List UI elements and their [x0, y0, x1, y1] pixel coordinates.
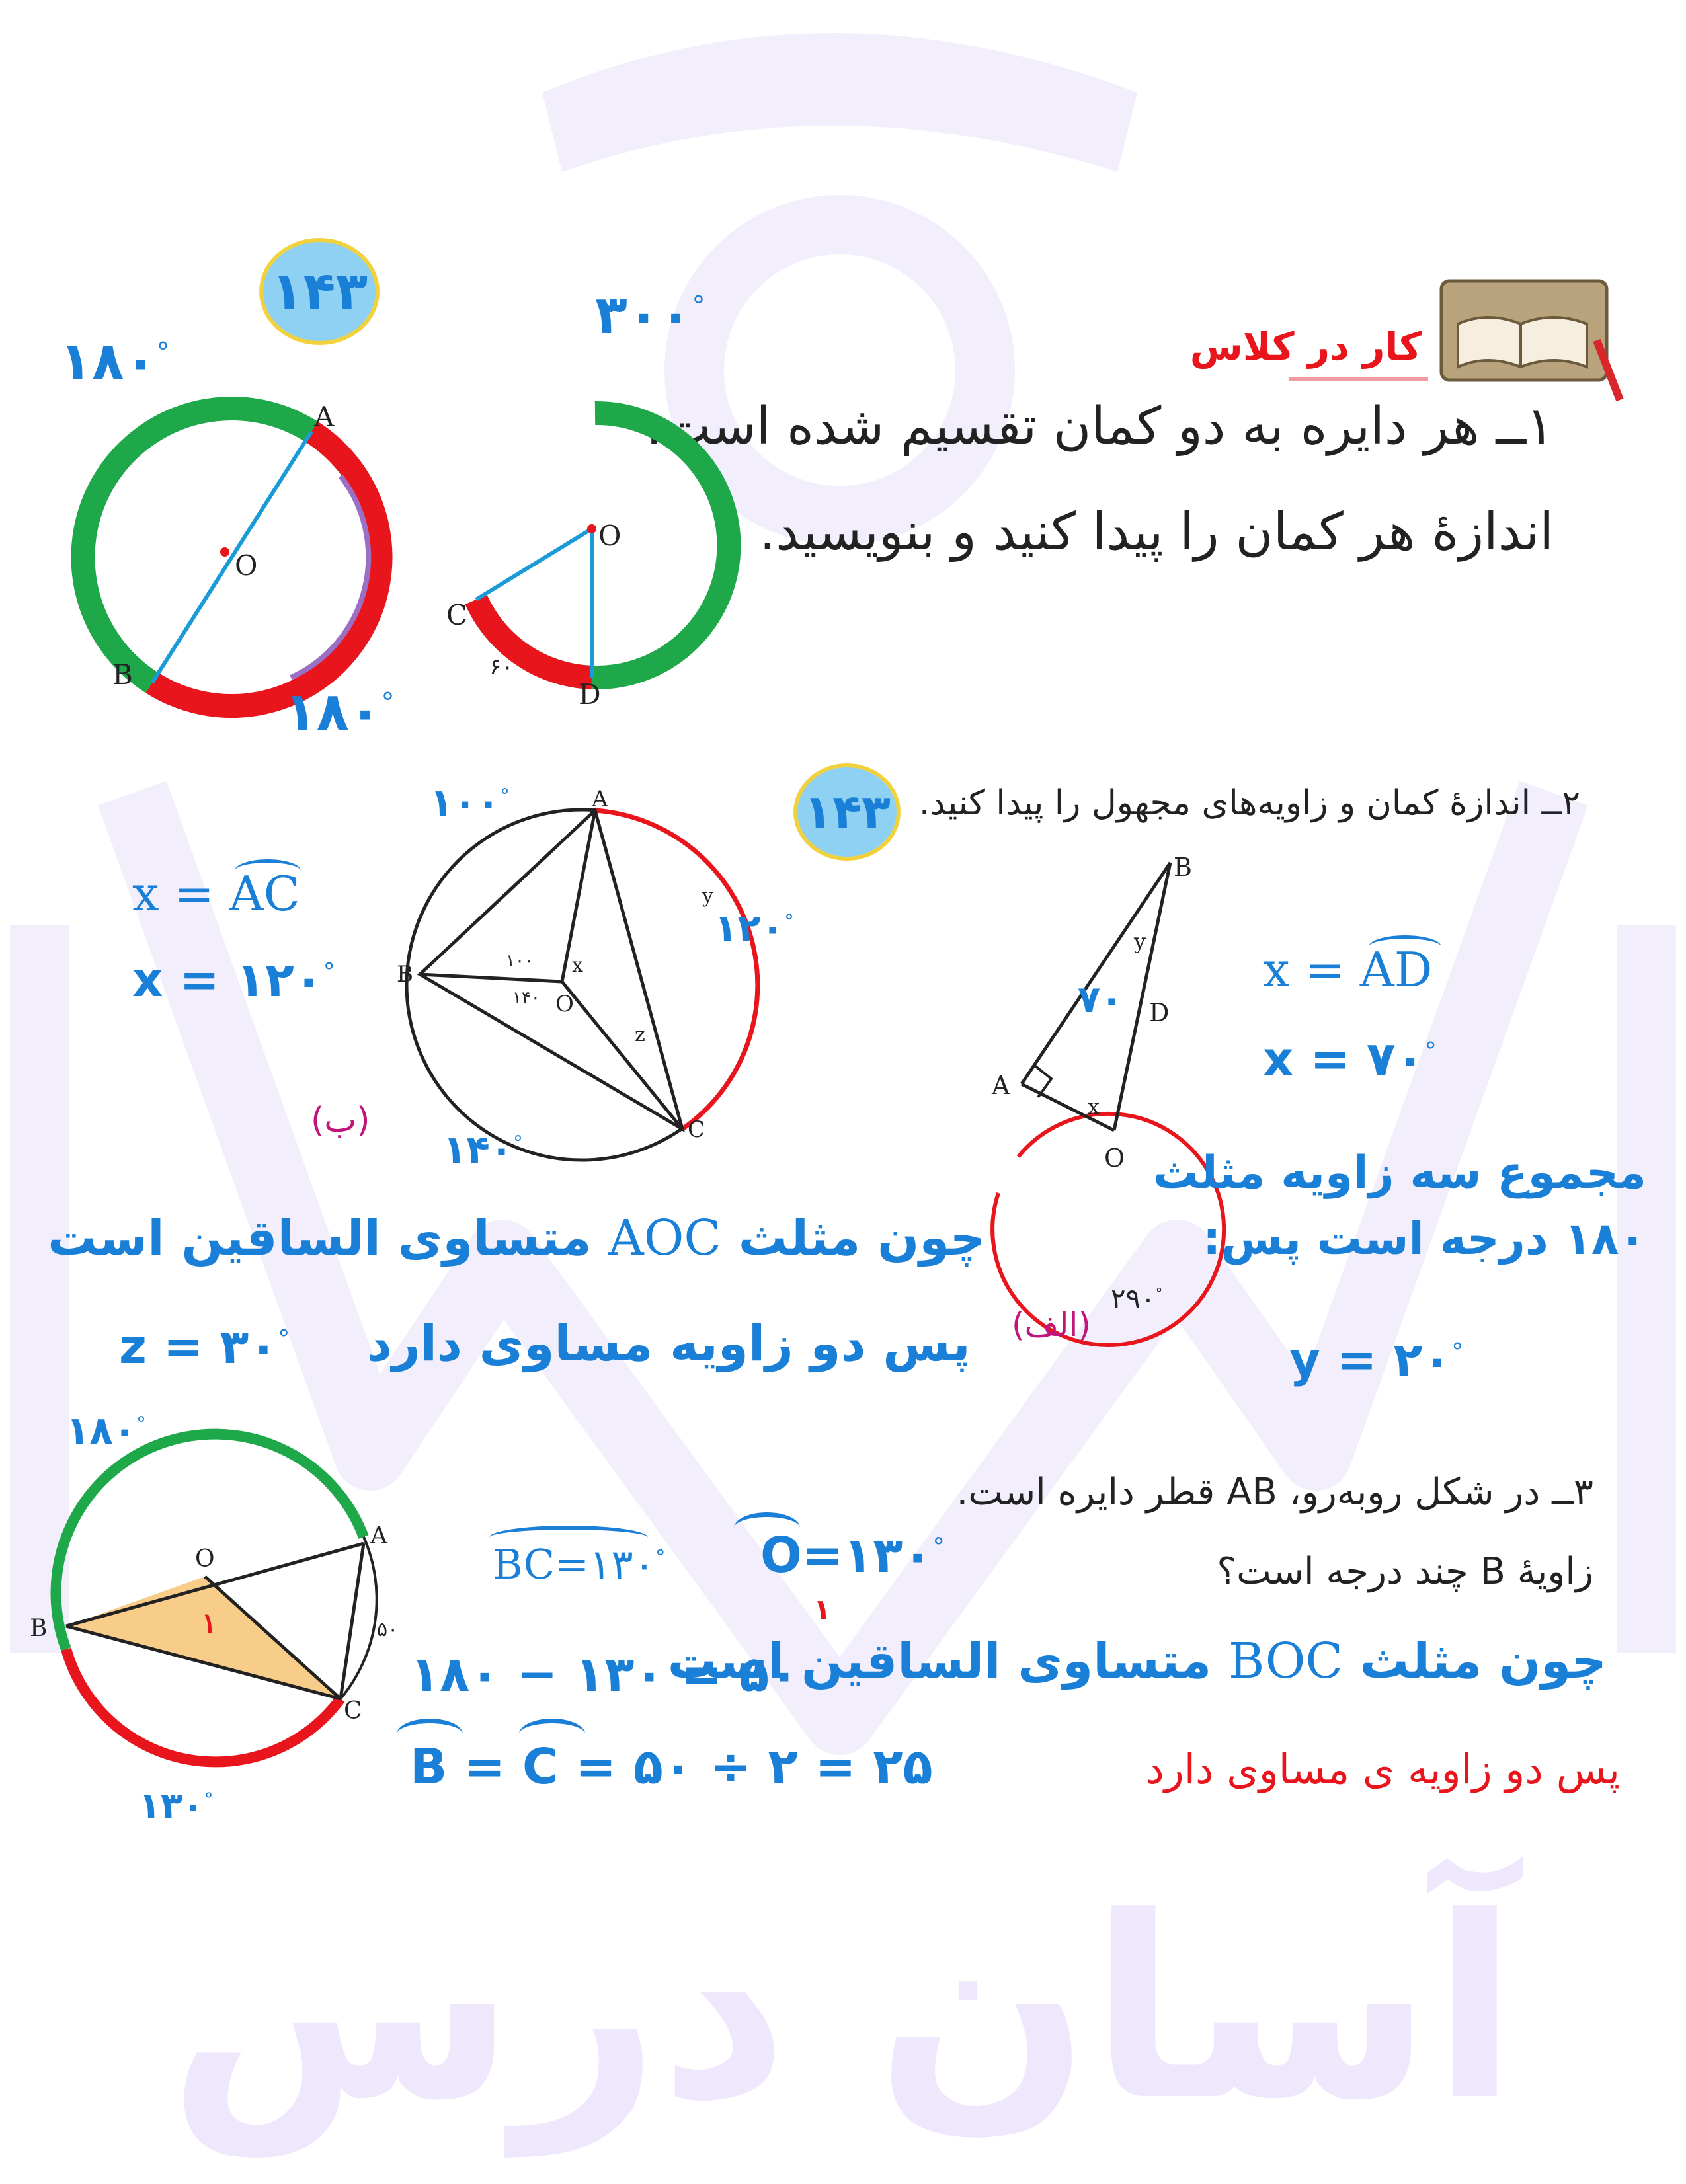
note-a: چون مثلث — [1359, 1633, 1607, 1690]
q1-right-label-o: O — [598, 520, 622, 552]
q3-calc1: ۱۸۰ − ۱۳۰ = ۵۰ — [410, 1646, 799, 1703]
q1-left-label-b: B — [112, 658, 133, 691]
value: y = ۲۰ — [1289, 1332, 1452, 1387]
q3-note2: پس دو زاویه ی مساوی دارد — [1146, 1745, 1620, 1793]
fig-b-note2: پس دو زاویه مساوی دارد — [367, 1315, 971, 1372]
fig-b-note1 — [48, 1210, 985, 1267]
value: ۱۰۰ — [430, 780, 501, 825]
value: z = ۳۰ — [119, 1319, 278, 1374]
badge-number: ۱۴۳ — [270, 260, 368, 322]
fig-a-answer-x2: x = ۷۰° — [1263, 1031, 1437, 1087]
fig-b-angle-140: ۱۴۰ — [512, 988, 540, 1008]
badge-143-middle — [793, 763, 901, 861]
fig-a-label-x: x — [1088, 1094, 1100, 1119]
q3-prompt1: ۳ــ در شکل روبه‌رو، AB قطر دایره است. — [956, 1471, 1593, 1514]
value: ۱۲۰ — [714, 906, 785, 951]
value: ۱۳۰ — [139, 1785, 204, 1826]
note-a: چون مثلث — [738, 1210, 985, 1267]
fig-b-top-value: ۱۰۰° — [430, 780, 510, 825]
fig-a-answer-x1: x = AD — [1263, 942, 1433, 997]
value: ۱۸۰ — [284, 681, 381, 742]
q2-prompt: ۲ــ اندازهٔ کمان و زاویه‌های مجهول را پیدا کنید. — [918, 783, 1580, 823]
q3-calc2: B = C = ۵۰ ÷ ۲ = ۲۵ — [410, 1738, 933, 1795]
watermark-text: آسان درس — [168, 1863, 1518, 2156]
note-b: BOC — [1228, 1633, 1344, 1690]
q1-line2: اندازهٔ هر کمان را پیدا کنید و بنویسید. — [759, 502, 1554, 562]
fig-a-label-y: y — [1134, 929, 1146, 954]
q1-right-label-d: D — [579, 678, 601, 711]
q1-left-label-a: A — [314, 401, 335, 433]
q2-figure-b — [397, 786, 767, 1163]
fig-b-label-b: B — [397, 961, 413, 988]
q1-figure-right — [430, 397, 774, 711]
q3-bc-value: BC=۱۳۰° — [493, 1540, 666, 1588]
fig-b-right-value: ۱۲۰° — [714, 906, 794, 951]
q3-label-o: O — [195, 1545, 215, 1573]
fig-b-arc-over-ac — [235, 859, 301, 882]
q1-right-top-value: ۳۰۰° — [595, 284, 705, 346]
q1-figure-left — [60, 401, 403, 714]
class-work-label: کار در کلاس — [1189, 324, 1422, 369]
fig-b-label-c: C — [688, 1116, 705, 1143]
value: ۱۸۰ — [60, 331, 157, 392]
value: ۳۰۰ — [595, 284, 692, 346]
fig-a-label-a: A — [992, 1071, 1010, 1100]
q1-right-label-c: C — [446, 599, 468, 631]
q3-label-b: B — [30, 1615, 48, 1642]
fig-b-label-z: z — [635, 1023, 645, 1046]
value: ۲۹۰ — [1111, 1282, 1156, 1315]
fig-b-label-y: y — [702, 884, 713, 908]
value: x = ۱۲۰ — [132, 952, 323, 1007]
q3-note — [668, 1633, 1607, 1690]
fig-a-arc-over-ad — [1369, 935, 1441, 958]
value: BC=۱۳۰ — [493, 1540, 656, 1588]
note-c: متساوی الساقین است — [48, 1210, 592, 1267]
book-icon — [1428, 261, 1626, 400]
fig-b-answer-z: z = ۳۰° — [119, 1319, 290, 1374]
fig-a-label: (الف) — [1012, 1306, 1091, 1344]
q1-left-top-value: ۱۸۰° — [60, 331, 170, 392]
q3-angle-one: ۱ — [202, 1607, 217, 1639]
q1-line1: ۱ــ هر دایره به دو کمان تقسیم شده است. — [645, 397, 1554, 456]
q3-prompt2: زاویهٔ B چند درجه است؟ — [1217, 1550, 1593, 1593]
badge-number: ۱۴۳ — [803, 784, 891, 839]
fig-b-label-o: O — [555, 991, 574, 1017]
fig-a-label-b: B — [1174, 853, 1192, 882]
q3-label-a: A — [370, 1522, 387, 1549]
fig-a-note2: ۱۸۰ درجه است پس: — [1203, 1213, 1646, 1265]
fig-a-bottom-value: ۲۹۰° — [1111, 1282, 1163, 1315]
q1-right-small-value: ۶۰ — [489, 654, 514, 680]
q1-left-label-o: O — [235, 549, 258, 582]
value: ۱۸۰ — [66, 1408, 137, 1453]
q3-bottom-value: ۱۳۰° — [139, 1785, 214, 1826]
q3-top-value: ۱۸۰° — [66, 1408, 146, 1453]
fig-b-answer-x2: x = ۱۲۰° — [132, 952, 335, 1007]
fig-a-label-d: D — [1149, 998, 1170, 1027]
q1-left-bottom-value: ۱۸۰° — [284, 681, 395, 742]
fig-b-label-a: A — [592, 786, 608, 812]
class-work-underline — [1289, 377, 1428, 381]
value: O=۱۳۰ — [760, 1527, 933, 1584]
fig-b-bottom-value: ۱۴۰° — [443, 1127, 523, 1172]
q3-o-value: O=۱۳۰° — [760, 1527, 945, 1584]
note-c: متساوی الساقین است — [667, 1633, 1212, 1690]
value: ۱۴۰ — [443, 1127, 514, 1172]
fig-a-answer-y: y = ۲۰° — [1289, 1332, 1464, 1387]
q3-figure — [13, 1415, 399, 1811]
fig-b-angle-100: ۱۰۰ — [506, 951, 534, 971]
fig-a-label-o: O — [1104, 1144, 1125, 1173]
value: x = ۷۰ — [1263, 1031, 1425, 1087]
q3-side-value: ۵۰ — [377, 1618, 399, 1641]
fig-a-seventy: ۷۰ — [1078, 978, 1123, 1021]
badge-143-top — [259, 238, 380, 345]
fig-b-label: (ب) — [311, 1101, 370, 1140]
q3-o-subscript: ۱ — [813, 1593, 831, 1627]
q3-label-c: C — [344, 1697, 362, 1725]
fig-b-answer-x1: x = AC — [132, 866, 300, 921]
fig-b-label-x: x — [572, 954, 583, 977]
fig-a-note1: مجموع سه زاویه مثلث — [1152, 1147, 1646, 1199]
note-b: AOC — [608, 1210, 722, 1267]
